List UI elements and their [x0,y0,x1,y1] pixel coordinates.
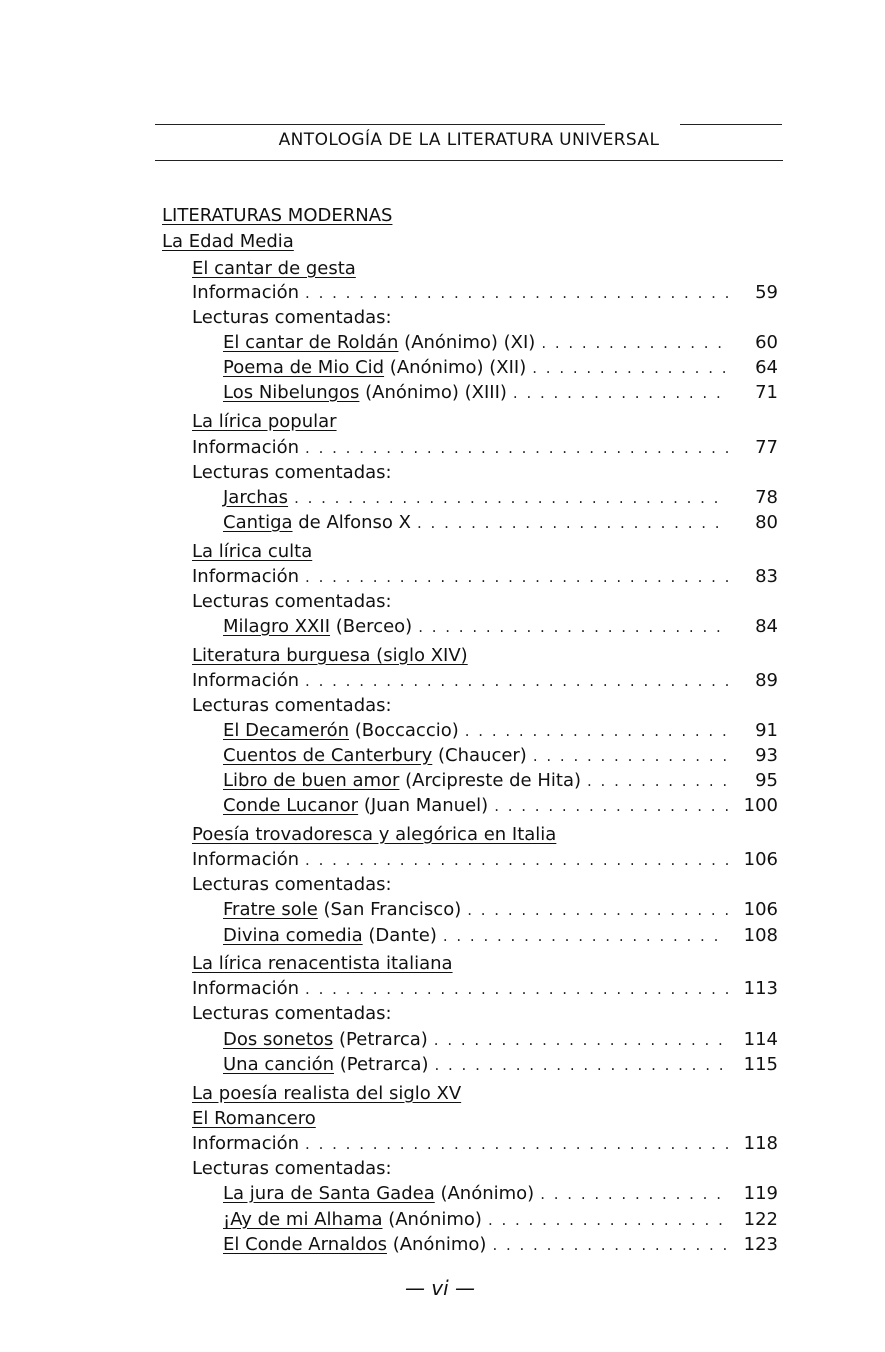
toc-page-number: 106 [743,849,778,870]
toc-author: (Juan Manuel) [358,795,489,816]
dot-leader [513,381,728,405]
dot-leader [305,565,728,589]
toc-entry [223,898,778,922]
toc-title: ¡Ay de mi Alhama [223,1209,383,1230]
toc-title: Lecturas comentadas: [192,1003,392,1024]
toc-heading [192,410,337,434]
toc-page-number: 122 [743,1209,778,1230]
toc-entry [223,356,778,380]
toc-title: El Romancero [192,1108,316,1129]
toc-title: Fratre sole [223,899,318,920]
dot-leader [492,1233,728,1257]
dot-leader [418,615,728,639]
dot-leader [305,848,728,872]
toc-entry [223,1028,778,1052]
toc-heading [162,204,392,228]
toc-author: (Chaucer) [432,745,527,766]
toc-entry [223,615,778,639]
toc-entry [223,769,778,793]
toc-page-number: 83 [755,566,778,587]
dot-leader [417,511,728,535]
toc-title: Lecturas comentadas: [192,695,392,716]
dot-leader [305,977,728,1001]
toc-title: La poesía realista del siglo XV [192,1083,462,1104]
toc-page-number: 78 [755,487,778,508]
dot-leader [434,1028,728,1052]
toc-title: Información [192,437,300,458]
dot-leader [443,924,728,948]
toc-entry [223,924,778,948]
toc-title: El cantar de gesta [192,258,356,279]
toc-page-number: 106 [743,899,778,920]
toc-title: La lírica popular [192,411,337,432]
dot-leader [587,769,728,793]
toc-entry [192,281,778,305]
dot-leader [465,719,728,743]
toc-heading [192,873,392,897]
toc-title: Información [192,670,300,691]
toc-title: Una canción [223,1054,334,1075]
toc-title: La lírica culta [192,541,313,562]
toc-author: (Anónimo) [386,1234,487,1255]
toc-author: (Anónimo) [434,1183,535,1204]
toc-entry [192,848,778,872]
toc-page-number: 123 [743,1234,778,1255]
dot-leader [532,356,728,380]
dot-leader [305,436,728,460]
toc-page-number: 77 [755,437,778,458]
toc-title: Información [192,1133,300,1154]
dot-leader [541,331,728,355]
toc-heading [192,540,312,564]
toc-title: Divina comedia [223,925,363,946]
toc-entry [192,1132,778,1156]
toc-title: Los Nibelungos [223,382,360,403]
toc-entry [223,1053,778,1077]
toc-page-number: 89 [755,670,778,691]
toc-page-number: 59 [755,282,778,303]
toc-page-number: 93 [755,745,778,766]
toc-title: Lecturas comentadas: [192,874,392,895]
toc-title: Literatura burguesa (siglo XIV) [192,645,468,666]
toc-title: La lírica renacentista italiana [192,953,453,974]
toc-heading [192,823,556,847]
toc-entry [223,1233,778,1257]
toc-entry [223,719,778,743]
toc-page-number: 91 [755,720,778,741]
toc-page-number: 108 [743,925,778,946]
toc-heading [192,590,392,614]
toc-entry [223,486,778,510]
toc-title: El Conde Arnaldos [223,1234,387,1255]
toc-entry [192,436,778,460]
toc-entry [223,331,778,355]
dot-leader [305,1132,728,1156]
toc-title: Información [192,566,300,587]
toc-page-number: 95 [755,770,778,791]
dot-leader [540,1182,728,1206]
toc-title: Poema de Mio Cid [223,357,385,378]
toc-title: Lecturas comentadas: [192,307,392,328]
toc-title: Jarchas [223,487,289,508]
toc-author: (Berceo) [330,616,413,637]
toc-title: Cuentos de Canterbury [223,745,433,766]
toc-title: Lecturas comentadas: [192,1158,392,1179]
toc-title: La Edad Media [162,231,294,252]
toc-entry [192,977,778,1001]
toc-entry [223,1208,778,1232]
dot-leader [434,1053,728,1077]
dot-leader [488,1208,728,1232]
toc-heading [192,257,356,281]
toc-author: (Boccaccio) [349,720,459,741]
toc-title: Información [192,849,300,870]
toc-entry [223,381,778,405]
toc-page-number: 115 [743,1054,778,1075]
toc-page-number: 100 [743,795,778,816]
page-number-footer: — vi — [404,1276,476,1300]
toc-title: Dos sonetos [223,1029,334,1050]
toc-title: Lecturas comentadas: [192,591,392,612]
toc-page-number: 113 [743,978,778,999]
toc-title: Conde Lucanor [223,795,359,816]
dot-leader [305,281,728,305]
toc-entry [223,744,778,768]
toc-heading [192,1157,392,1181]
toc-page-number: 71 [755,382,778,403]
toc-title: Milagro XXII [223,616,331,637]
toc-heading [192,952,453,976]
toc-heading [192,644,468,668]
toc-heading [192,1082,461,1106]
toc-page-number: 80 [755,512,778,533]
toc-author: (Anónimo) [382,1209,482,1230]
toc-title: El cantar de Roldán [223,332,399,353]
toc-author: (Arcipreste de Hita) [399,770,582,791]
toc-page-number: 118 [743,1133,778,1154]
dot-leader [294,486,728,510]
toc-author: en Italia [477,824,557,845]
toc-heading [162,230,294,254]
toc-author: (Dante) [362,925,437,946]
toc-entry [223,1182,778,1206]
toc-title: Libro de buen amor [223,770,400,791]
toc-heading [192,694,392,718]
toc-entry [223,511,778,535]
toc-heading [192,306,392,330]
toc-author: de Alfonso X [292,512,411,533]
dot-leader [467,898,728,922]
toc-title: La jura de Santa Gadea [223,1183,435,1204]
dot-leader [305,669,728,693]
toc-author: (Anónimo) (XI) [398,332,536,353]
toc-title: El Decamerón [223,720,349,741]
toc-author: (San Francisco) [317,899,462,920]
toc-page-number: 60 [755,332,778,353]
toc-title: LITERATURAS MODERNAS [162,205,393,226]
toc-page-number: 114 [743,1029,778,1050]
toc-heading [192,461,392,485]
toc-entry [192,565,778,589]
toc-author: (Anónimo) (XII) [384,357,527,378]
toc-title: Lecturas comentadas: [192,462,392,483]
toc-entry [223,794,778,818]
toc-heading [192,1107,316,1131]
toc-title: Poesía trovadoresca y alegórica [192,824,478,845]
toc-title: Información [192,978,300,999]
dot-leader [533,744,728,768]
toc-author: (Petrarca) [333,1029,428,1050]
running-header: ANTOLOGÍA DE LA LITERATURA UNIVERSAL [278,130,660,150]
toc-entry [192,669,778,693]
toc-page-number: 84 [755,616,778,637]
toc-author: (Anónimo) (XIII) [359,382,507,403]
toc-page-number: 64 [755,357,778,378]
toc-heading [192,1002,392,1026]
toc-title: Información [192,282,300,303]
dot-leader [494,794,728,818]
toc-title: Cantiga [223,512,293,533]
toc-author: (Petrarca) [334,1054,429,1075]
toc-page-number: 119 [743,1183,778,1204]
